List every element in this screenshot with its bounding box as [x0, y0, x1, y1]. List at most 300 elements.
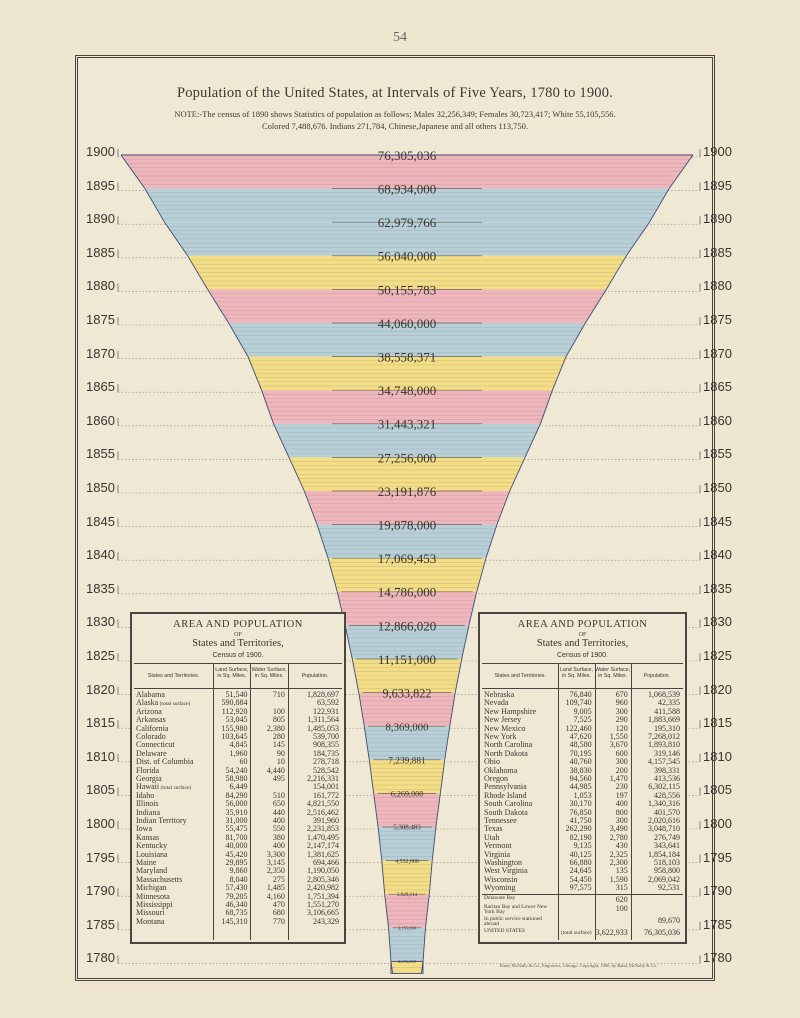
year-label-1810: 1810	[703, 748, 732, 764]
state-water: 495	[272, 774, 285, 783]
table-of: OF	[234, 632, 242, 638]
table-header: Water Surface, in Sq. Miles.	[595, 667, 631, 679]
band-label-1880: 50,155,783	[377, 282, 437, 298]
state-name: Louisiana	[136, 849, 168, 859]
state-pop: 4,157,545	[648, 757, 680, 767]
summary-value: 3,622,933	[595, 927, 628, 937]
summary-value: 100	[615, 903, 628, 913]
state-name: Georgia	[136, 774, 162, 783]
state-land: 58,980	[225, 774, 248, 783]
state-pop: 2,805,346	[307, 874, 339, 884]
table-header-divider	[134, 688, 342, 689]
state-water: 600	[615, 748, 628, 758]
state-land: 30,170	[569, 799, 592, 809]
band-label-1835: 14,786,000	[377, 584, 437, 600]
year-label-1860: 1860	[86, 412, 115, 428]
year-label-1875: 1875	[703, 312, 732, 327]
state-pop: 1,381,625	[307, 849, 339, 859]
band-label-1785: 3,155,000	[398, 925, 416, 931]
table-subtitle: States and Territories,	[192, 638, 284, 649]
band-label-1780: 2,676,000	[398, 959, 416, 965]
table-summary-row	[482, 929, 683, 937]
state-land: 155,980	[221, 723, 248, 733]
state-land: 76,840	[569, 690, 592, 699]
band-label-1800: 5,308,483	[393, 824, 421, 832]
state-name: Kentucky	[136, 841, 168, 851]
state-water: 120	[615, 723, 628, 733]
table-census: Census of 1900.	[557, 652, 608, 659]
band-label-1815: 8,369,000	[385, 721, 429, 734]
state-water: 2,325	[609, 849, 628, 859]
state-water: 400	[615, 799, 628, 809]
year-label-1825: 1825	[86, 648, 115, 663]
state-water: 90	[276, 748, 285, 758]
state-land: 45,420	[225, 849, 248, 859]
band-label-1840: 17,069,453	[377, 551, 437, 567]
table-summary-row	[482, 917, 683, 928]
state-pop: 184,735	[313, 748, 339, 758]
state-land: 97,575	[569, 883, 592, 893]
state-name: Maryland	[136, 866, 168, 876]
state-land: 122,460	[565, 723, 592, 733]
state-water: 1,470	[609, 774, 628, 783]
band-label-1900: 76,305,036	[377, 147, 437, 163]
state-water: 3,145	[266, 858, 285, 867]
state-water: 290	[615, 715, 628, 725]
band-label-1875: 44,060,000	[377, 315, 437, 331]
year-label-1780: 1780	[703, 950, 732, 966]
state-land: 66,880	[569, 858, 592, 867]
state-name: South Carolina	[484, 799, 533, 809]
state-name: Nevada	[484, 698, 509, 708]
year-label-1890: 1890	[703, 211, 732, 227]
year-label-1795: 1795	[86, 849, 115, 865]
state-pop: 4,821,550	[307, 799, 339, 809]
state-land: 41,750	[569, 816, 592, 825]
state-pop: 1,751,394	[307, 891, 339, 901]
state-pop: 1,854,184	[648, 849, 680, 859]
year-label-1860: 1860	[703, 412, 732, 428]
area-population-table-left	[130, 612, 346, 944]
state-land: 82,190	[569, 832, 592, 842]
state-water: 2,780	[609, 832, 628, 842]
state-name: New York	[484, 732, 517, 741]
state-name: Maine	[136, 858, 157, 867]
band-label-1855: 27,256,000	[377, 450, 437, 466]
state-pop: 2,147,174	[307, 841, 339, 851]
state-land: 38,830	[569, 765, 592, 775]
year-label-1785: 1785	[86, 916, 115, 932]
year-label-1830: 1830	[86, 614, 115, 630]
state-name: Alaska (total surface)	[136, 698, 191, 708]
state-land: 47,620	[569, 732, 592, 741]
state-name: Michigan	[136, 883, 167, 893]
year-label-1855: 1855	[703, 446, 732, 462]
band-label-1845: 19,878,000	[377, 517, 437, 533]
table-census: Census of 1900.	[212, 652, 264, 659]
table-header: Land Surface, in Sq. Miles.	[215, 667, 249, 679]
state-water: 10	[276, 757, 285, 767]
state-land: 6,449	[229, 782, 248, 792]
state-name: Mississippi	[136, 900, 173, 909]
band-label-1895: 68,934,000	[377, 181, 437, 197]
state-water: 3,300	[266, 849, 285, 859]
summary-value: 89,670	[658, 915, 680, 925]
state-water: 510	[272, 790, 285, 800]
year-label-1870: 1870	[86, 345, 115, 361]
band-label-1790: 3,929,214	[396, 892, 418, 899]
state-land: 9,135	[573, 841, 592, 851]
table-header: States and Territories.	[494, 673, 546, 679]
state-name: Idaho	[136, 790, 155, 800]
state-land: 60	[239, 757, 248, 767]
state-pop: 1,340,316	[648, 799, 680, 809]
state-land: 81,700	[225, 832, 248, 842]
state-name: Hawaii (total surface)	[136, 782, 192, 792]
year-label-1855: 1855	[86, 446, 115, 462]
state-name: Nebraska	[484, 690, 515, 699]
state-name: Texas	[484, 824, 503, 834]
state-water: 470	[272, 900, 285, 909]
state-name: Iowa	[136, 824, 152, 834]
state-pop: 343,641	[654, 841, 680, 851]
state-water: 1,590	[609, 874, 628, 884]
state-water: 3,670	[609, 740, 628, 750]
state-name: Delaware	[136, 748, 167, 758]
state-name: Wyoming	[484, 883, 516, 893]
state-pop: 319,146	[654, 748, 680, 758]
state-water: 800	[615, 807, 628, 817]
state-land: 55,475	[225, 824, 248, 834]
state-pop: 243,329	[313, 916, 339, 926]
state-pop: 1,068,539	[648, 690, 680, 699]
state-water: 710	[272, 690, 285, 699]
state-water: 650	[272, 799, 285, 809]
state-pop: 63,592	[317, 698, 339, 708]
summary-value: (total surface)	[560, 929, 592, 936]
state-water: 300	[615, 816, 628, 825]
table-header: Population.	[643, 673, 671, 679]
table-header: Land Surface, in Sq. Miles.	[559, 667, 593, 679]
state-water: 430	[615, 841, 628, 851]
state-water: 2,300	[609, 858, 628, 867]
state-land: 54,240	[225, 765, 248, 775]
state-pop: 1,470,495	[307, 832, 339, 842]
census-note-line1: NOTE:-The census of 1890 shows Statistics of population as follows; Males 32,256,349; Females 30,723,417; White 55,105,556.	[174, 109, 616, 119]
state-water: 3,490	[609, 824, 628, 834]
year-label-1880: 1880	[86, 278, 115, 294]
state-name: Montana	[136, 916, 165, 926]
band-label-1810: 7,239,881	[388, 756, 426, 767]
state-land: 40,000	[225, 841, 248, 851]
year-label-1820: 1820	[86, 681, 115, 697]
state-water: 300	[615, 706, 628, 716]
state-land: 79,205	[225, 891, 248, 901]
state-pop: 1,190,050	[307, 866, 339, 876]
state-name: Vermont	[484, 841, 512, 851]
year-label-1810: 1810	[86, 748, 115, 764]
state-water: 400	[272, 841, 285, 851]
state-name: Indian Territory	[136, 816, 187, 825]
state-pop: 3,048,710	[648, 824, 680, 834]
year-label-1800: 1800	[86, 816, 115, 831]
state-water: 680	[272, 908, 285, 918]
state-name: Alabama	[136, 690, 165, 699]
state-land: 46,340	[225, 900, 248, 909]
year-label-1890: 1890	[86, 211, 115, 227]
year-label-1895: 1895	[86, 177, 115, 193]
state-land: 7,525	[573, 715, 592, 725]
state-pop: 2,020,616	[648, 816, 680, 825]
state-land: 112,920	[221, 706, 248, 716]
state-pop: 1,485,053	[307, 723, 339, 733]
state-water: 275	[272, 874, 285, 884]
state-name: Rhode Island	[484, 790, 527, 800]
table-row	[482, 884, 683, 892]
year-label-1885: 1885	[86, 244, 115, 260]
band-label-1860: 31,443,321	[377, 416, 437, 432]
state-pop: 2,516,462	[307, 807, 339, 817]
state-pop: 276,749	[654, 832, 680, 842]
year-label-1820: 1820	[703, 681, 732, 697]
state-water: 1,550	[609, 732, 628, 741]
state-pop: 122,931	[313, 706, 339, 716]
year-label-1870: 1870	[703, 345, 732, 361]
state-name: Arkansas	[136, 715, 166, 725]
year-label-1845: 1845	[86, 513, 115, 529]
state-name: Kansas	[136, 832, 160, 842]
state-pop: 398,331	[654, 765, 680, 775]
state-pop: 428,556	[654, 790, 680, 800]
year-label-1900: 1900	[703, 144, 732, 159]
table-header: Water Surface, in Sq. Miles.	[251, 667, 287, 679]
state-pop: 401,570	[654, 807, 680, 817]
page-title: Population of the United States, at Intervals of Five Years, 1780 to 1900.	[176, 85, 614, 101]
state-name: California	[136, 723, 169, 733]
census-note-line2: Colored 7,488,676. Indians 271,784, Chinese,Japanese and all others 113,750.	[262, 121, 528, 131]
state-land: 40,760	[569, 757, 592, 767]
state-land: 8,040	[229, 874, 248, 884]
summary-label: Raritan Bay and Lower New York Bay	[484, 903, 548, 916]
year-label-1785: 1785	[703, 916, 732, 932]
table-summary-row	[482, 896, 683, 904]
year-label-1895: 1895	[703, 177, 732, 193]
state-name: Massachusetts	[136, 874, 183, 884]
year-label-1885: 1885	[703, 244, 732, 260]
state-pop: 391,960	[313, 816, 339, 825]
state-name: North Dakota	[484, 748, 528, 758]
year-label-1790: 1790	[703, 883, 732, 899]
table-subtitle: States and Territories,	[536, 638, 629, 649]
state-land: 68,735	[225, 908, 248, 918]
summary-value: 76,305,036	[644, 927, 680, 937]
year-label-1850: 1850	[86, 480, 115, 495]
year-label-1825: 1825	[703, 648, 732, 663]
state-land: 44,985	[569, 782, 592, 792]
state-name: North Carolina	[484, 740, 533, 750]
band-label-1865: 34,748,000	[377, 383, 437, 399]
year-label-1865: 1865	[86, 379, 115, 395]
state-name: Oklahoma	[484, 765, 518, 775]
state-name: New Jersey	[484, 715, 522, 725]
state-land: 1,053	[573, 790, 592, 800]
state-water: 300	[615, 757, 628, 767]
state-land: 9,005	[573, 706, 592, 716]
state-pop: 1,311,564	[307, 715, 339, 725]
state-water: 960	[615, 698, 628, 708]
state-water: 2,350	[266, 866, 285, 876]
table-of: OF	[578, 632, 587, 638]
state-pop: 694,466	[313, 858, 339, 867]
year-label-1840: 1840	[86, 547, 115, 563]
state-water: 100	[272, 706, 285, 716]
band-label-1795: 4,532,000	[395, 858, 419, 865]
table-summary-row	[482, 905, 683, 916]
state-pop: 958,800	[654, 866, 680, 876]
state-name: New Hampshire	[484, 706, 537, 716]
state-pop: 161,772	[313, 790, 339, 800]
state-land: 56,000	[225, 799, 248, 809]
state-pop: 1,893,810	[648, 740, 680, 750]
state-pop: 1,828,697	[307, 690, 339, 699]
state-land: 35,910	[225, 807, 248, 817]
state-name: Oregon	[484, 774, 508, 783]
year-label-1780: 1780	[86, 950, 115, 966]
table-header-divider	[482, 688, 683, 689]
state-pop: 908,355	[313, 740, 339, 750]
state-name: Connecticut	[136, 740, 175, 750]
state-name: Illinois	[136, 799, 159, 809]
state-land: 145,310	[221, 916, 248, 926]
state-water: 670	[615, 690, 628, 699]
state-water: 4,160	[266, 891, 285, 901]
state-water: 4,440	[266, 765, 285, 775]
state-name: Wisconsin	[484, 874, 518, 884]
state-name: West Virginia	[484, 866, 528, 876]
page-number: 54	[393, 30, 407, 45]
state-water: 145	[272, 740, 285, 750]
state-water: 200	[615, 765, 628, 775]
band-label-1885: 56,040,000	[377, 248, 437, 264]
state-land: 48,580	[569, 740, 592, 750]
table-header: Population.	[301, 673, 329, 679]
state-water: 315	[615, 883, 628, 893]
state-pop: 6,302,115	[648, 782, 680, 792]
year-label-1850: 1850	[703, 480, 732, 495]
state-pop: 92,531	[658, 883, 680, 893]
year-label-1840: 1840	[703, 547, 732, 563]
state-pop: 1,883,669	[648, 715, 680, 725]
year-label-1815: 1815	[86, 715, 115, 731]
year-label-1830: 1830	[703, 614, 732, 630]
engraver-credit: Rand, McNally & Co., Engravers, Chicago. Copyright, 1900, by Rand, McNally & Co.	[500, 963, 658, 968]
state-pop: 42,335	[658, 698, 680, 708]
state-land: 94,560	[569, 774, 592, 783]
band-label-1805: 6,269,000	[390, 789, 424, 799]
band-label-1830: 12,866,020	[377, 618, 437, 634]
state-name: Minnesota	[136, 891, 170, 901]
summary-label: In public service stationed abroad	[484, 915, 542, 928]
state-land: 590,884	[221, 698, 248, 708]
state-pop: 195,310	[654, 723, 680, 733]
state-name: Virginia	[484, 849, 511, 859]
state-pop: 7,268,012	[648, 732, 680, 741]
state-land: 9,860	[229, 866, 248, 876]
band-label-1820: 9,633,822	[382, 686, 432, 701]
state-pop: 278,718	[313, 757, 339, 767]
state-pop: 1,551,270	[307, 900, 339, 909]
year-label-1805: 1805	[703, 782, 732, 798]
state-pop: 411,588	[654, 706, 680, 716]
state-pop: 154,001	[313, 782, 339, 792]
state-land: 84,290	[225, 790, 248, 800]
state-name: New Mexico	[484, 723, 526, 733]
state-water: 770	[272, 916, 285, 926]
area-population-table-right	[478, 612, 687, 944]
table-title: AREA AND POPULATION	[173, 619, 303, 630]
year-label-1795: 1795	[703, 849, 732, 865]
state-pop: 518,103	[654, 858, 680, 867]
year-label-1835: 1835	[703, 580, 732, 596]
table-grid	[134, 663, 342, 940]
state-pop: 2,420,982	[307, 883, 339, 893]
state-name: Indiana	[136, 807, 160, 817]
state-water: 197	[615, 790, 628, 800]
state-name: Arizona	[136, 706, 162, 716]
year-label-1815: 1815	[703, 715, 732, 731]
state-name: South Dakota	[484, 807, 528, 817]
band-label-1850: 23,191,876	[377, 483, 437, 499]
state-name: Pennsylvania	[484, 782, 527, 792]
state-land: 31,000	[225, 816, 248, 825]
state-water: 280	[272, 732, 285, 741]
year-label-1900: 1900	[86, 144, 115, 159]
state-land: 4,845	[229, 740, 248, 750]
state-land: 29,895	[225, 858, 248, 867]
table-grid	[482, 663, 683, 940]
band-label-1870: 38,558,371	[377, 349, 437, 365]
state-water: 380	[272, 832, 285, 842]
state-water: 805	[272, 715, 285, 725]
state-pop: 539,700	[313, 732, 339, 741]
state-name: Missouri	[136, 908, 165, 918]
state-name: Utah	[484, 832, 500, 842]
state-pop: 2,231,853	[307, 824, 339, 834]
state-name: Dist. of Columbia	[136, 757, 194, 767]
state-pop: 413,536	[654, 774, 680, 783]
state-pop: 528,542	[313, 765, 339, 775]
state-land: 103,645	[221, 732, 248, 741]
year-label-1790: 1790	[86, 883, 115, 899]
summary-label: UNITED STATES	[484, 927, 525, 934]
state-name: Washington	[484, 858, 523, 867]
state-water: 550	[272, 824, 285, 834]
state-land: 76,850	[569, 807, 592, 817]
state-land: 54,450	[569, 874, 592, 884]
state-name: Florida	[136, 765, 160, 775]
state-land: 53,045	[225, 715, 248, 725]
state-pop: 2,216,331	[307, 774, 339, 783]
year-label-1805: 1805	[86, 782, 115, 798]
state-land: 262,290	[565, 824, 592, 834]
state-water: 2,380	[266, 723, 285, 733]
summary-value: 620	[615, 894, 628, 904]
state-water: 230	[615, 782, 628, 792]
band-label-1825: 11,151,000	[377, 651, 437, 667]
year-label-1845: 1845	[703, 513, 732, 529]
state-land: 40,125	[569, 849, 592, 859]
table-row	[134, 918, 342, 926]
